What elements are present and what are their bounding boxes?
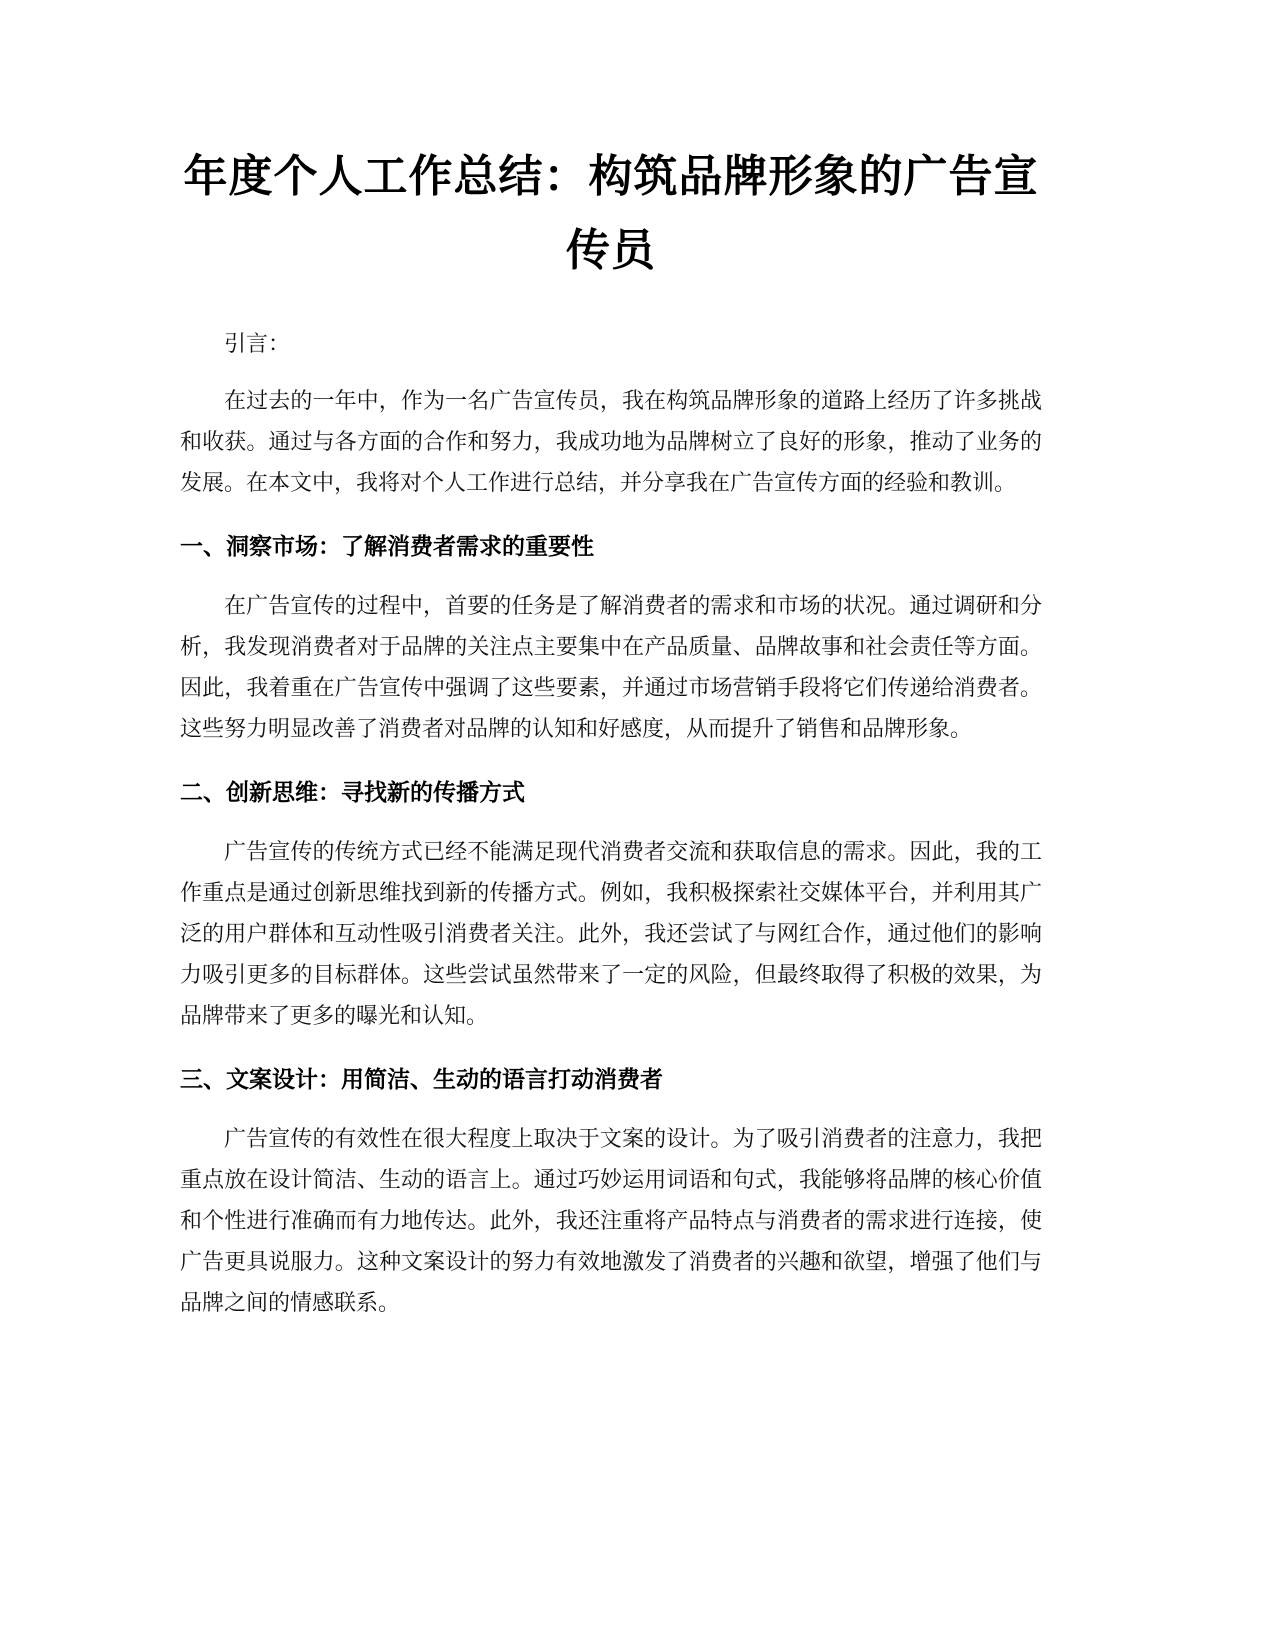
document-page <box>180 140 1042 1324</box>
section-body-innovative-thinking: 广告宣传的传统方式已经不能满足现代消费者交流和获取信息的需求。因此，我的工作重点是通过创新思维找到新的传播方式。例如，我积极探索社交媒体平台，并利用其广泛的用户群体和互动性吸引消费者关注。此外，我还尝试了与网红合作，通过他们的影响力吸引更多的目标群体。这些尝试虽然带来了一定的风险，但最终取得了积极的效果，为品牌带来了更多的曝光和认知。 <box>180 840 1042 1029</box>
intro-label: 引言： <box>224 332 291 357</box>
section-body-copywriting: 广告宣传的有效性在很大程度上取决于文案的设计。为了吸引消费者的注意力，我把重点放在设计简洁、生动的语言上。通过巧妙运用词语和句式，我能够将品牌的核心价值和个性进行准确而有力地传达。此外，我还注重将产品特点与消费者的需求进行连接，使广告更具说服力。这种文案设计的努力有效地激发了消费者的兴趣和欲望，增强了他们与品牌之间的情感联系。 <box>180 1127 1042 1316</box>
document-title: 年度个人工作总结：构筑品牌形象的广告宣传员 <box>183 151 1039 276</box>
section-heading-copywriting: 三、文案设计：用简洁、生动的语言打动消费者 <box>180 1067 663 1093</box>
section-heading-innovative-thinking: 二、创新思维：寻找新的传播方式 <box>180 780 525 806</box>
intro-paragraph: 在过去的一年中，作为一名广告宣传员，我在构筑品牌形象的道路上经历了许多挑战和收获。通过与各方面的合作和努力，我成功地为品牌树立了良好的形象，推动了业务的发展。在本文中，我将对个人工作进行总结，并分享我在广告宣传方面的经验和教训。 <box>180 389 1042 496</box>
section-body-market-insight: 在广告宣传的过程中，首要的任务是了解消费者的需求和市场的状况。通过调研和分析，我发现消费者对于品牌的关注点主要集中在产品质量、品牌故事和社会责任等方面。因此，我着重在广告宣传中强调了这些要素，并通过市场营销手段将它们传递给消费者。这些努力明显改善了消费者对品牌的认知和好感度，从而提升了销售和品牌形象。 <box>180 594 1042 742</box>
section-heading-market-insight: 一、洞察市场：了解消费者需求的重要性 <box>180 534 594 560</box>
